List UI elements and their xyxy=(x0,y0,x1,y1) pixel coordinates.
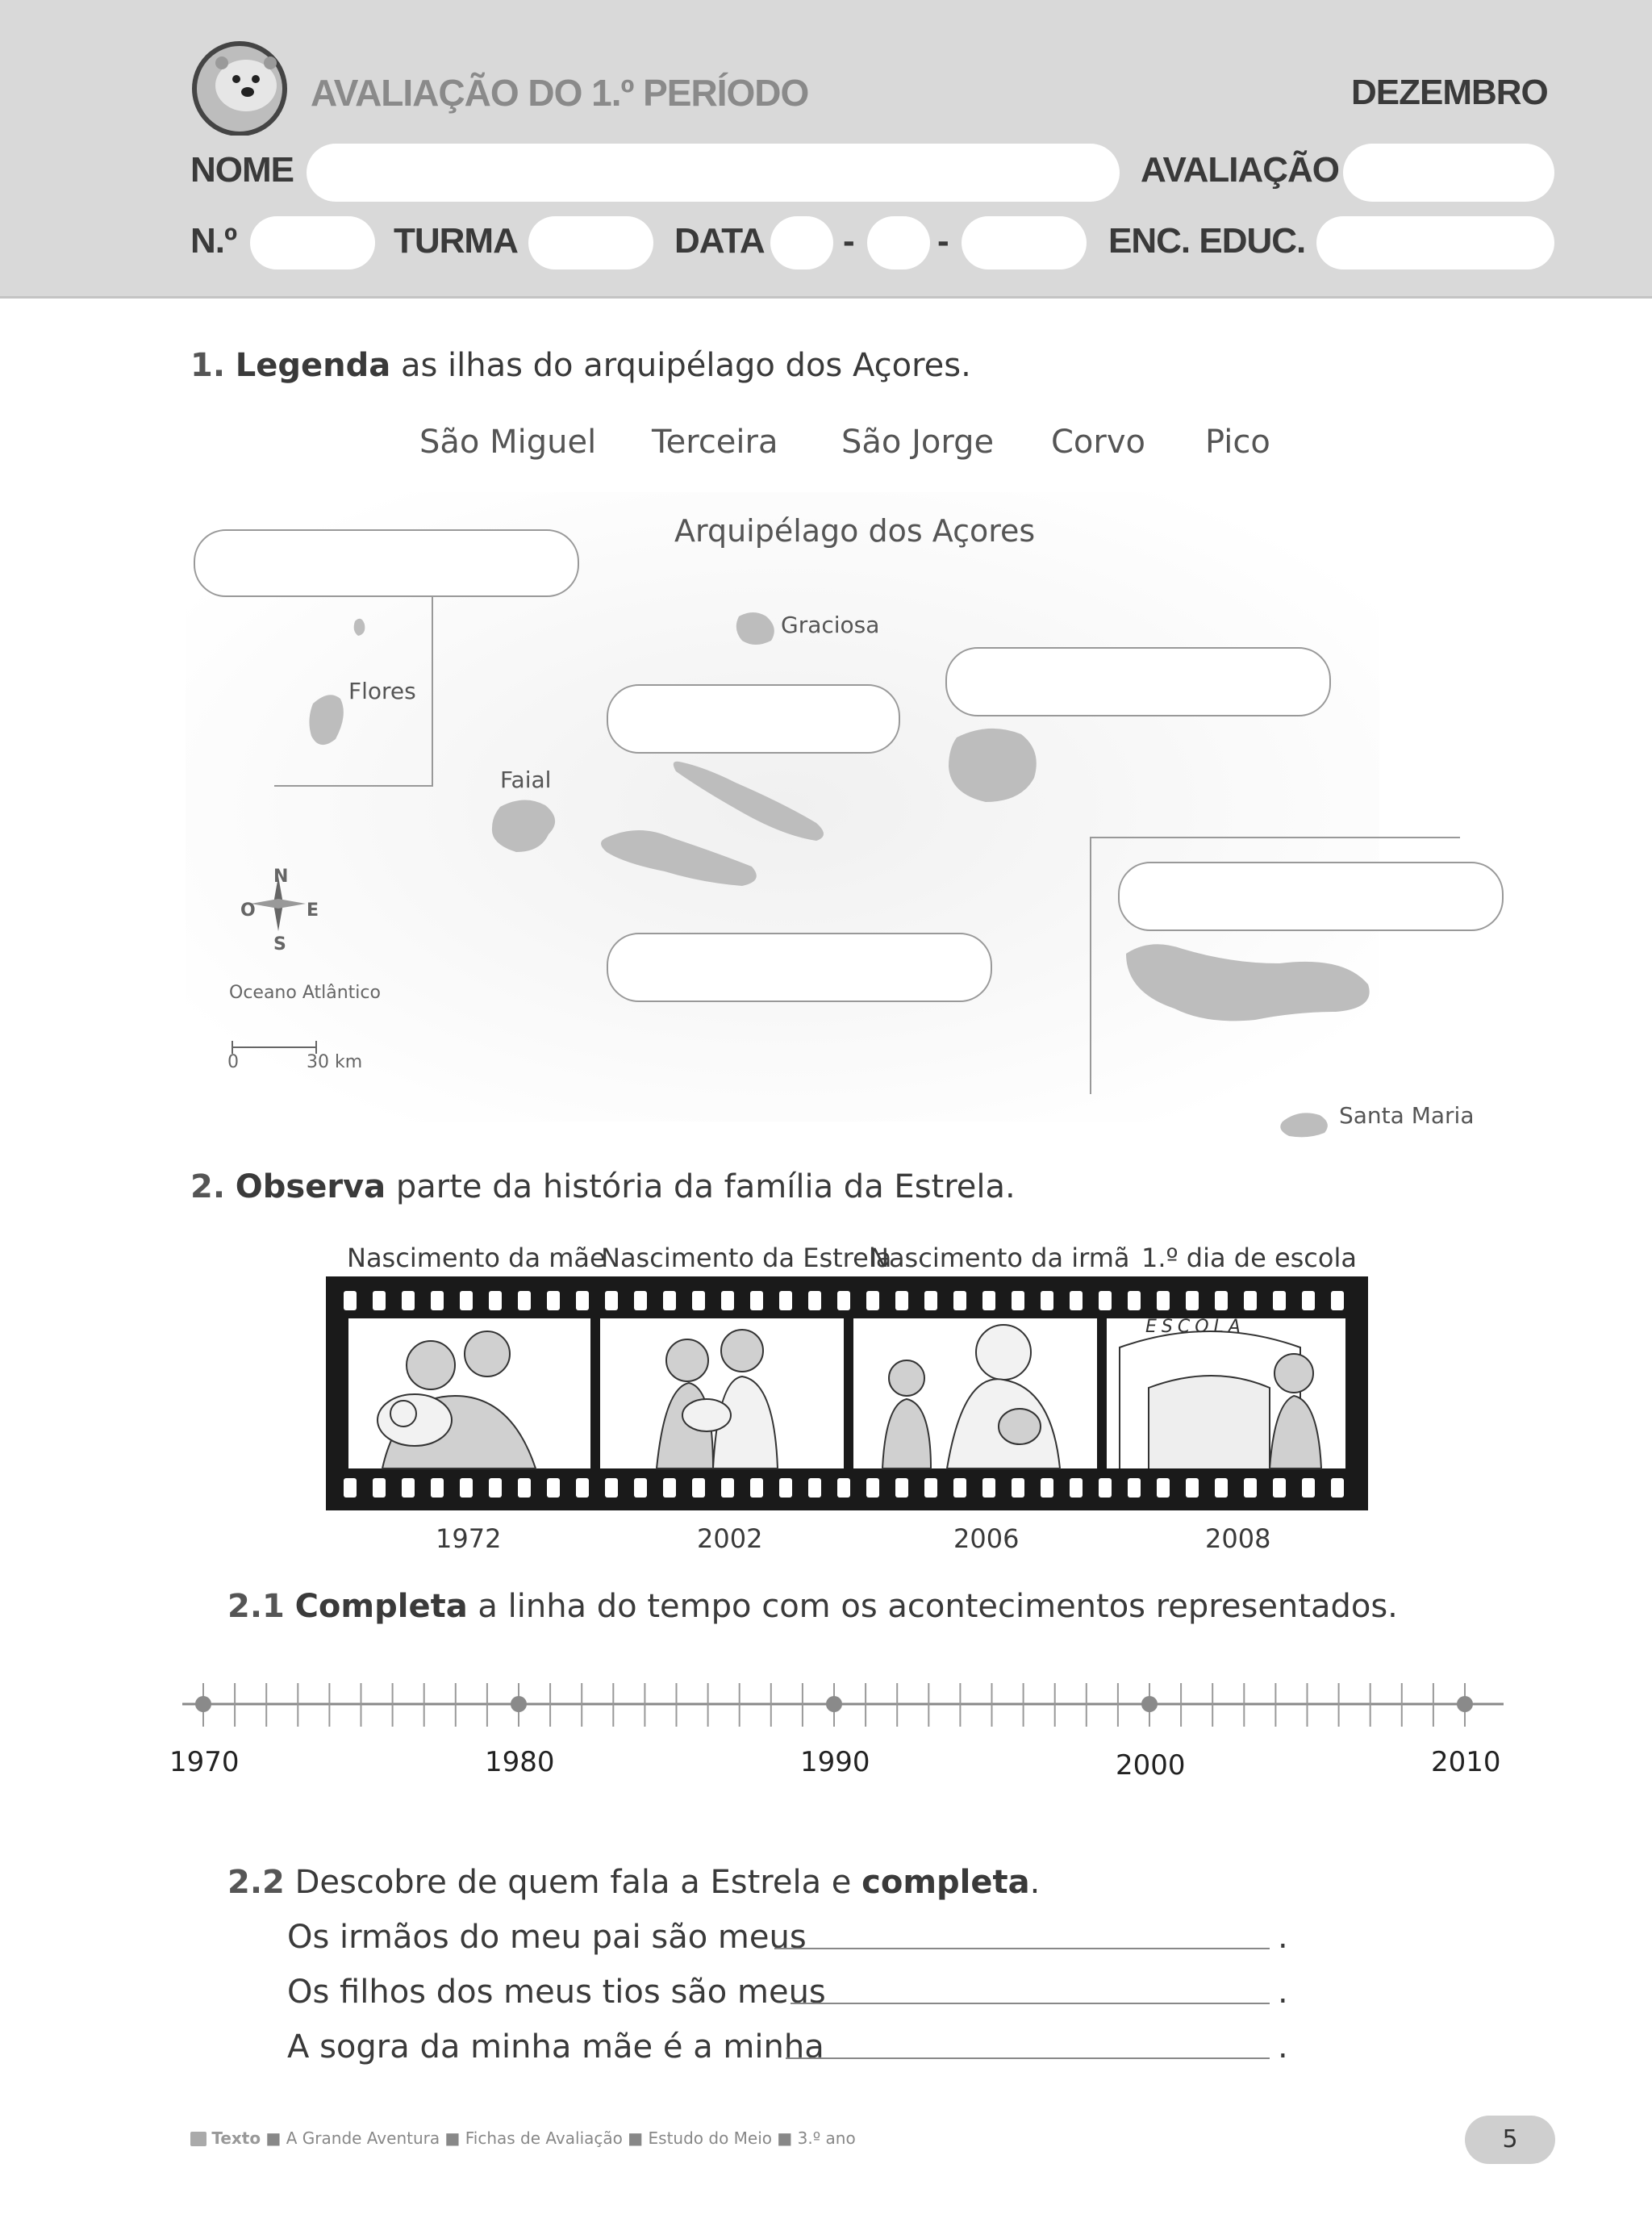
date-dash-1: - xyxy=(843,221,854,261)
timeline-decade-marker xyxy=(1457,1696,1473,1712)
timeline-label-2010: 2010 xyxy=(1431,1746,1501,1778)
data-day-field[interactable] xyxy=(770,216,833,269)
school-sign: ESCOLA xyxy=(1145,1317,1245,1337)
year-1972: 1972 xyxy=(436,1523,502,1554)
nome-label: NOME xyxy=(190,150,294,190)
footer-brand: Texto xyxy=(211,2128,261,2148)
turma-field[interactable] xyxy=(528,216,653,269)
year-2002: 2002 xyxy=(697,1523,763,1554)
footer-credits xyxy=(190,2128,856,2148)
footer-part-1: A Grande Aventura xyxy=(286,2128,440,2148)
label-santa-maria: Santa Maria xyxy=(1339,1102,1475,1129)
fill-line-3-text: A sogra da minha mãe é a minha xyxy=(287,2028,824,2066)
timeline-label-1980: 1980 xyxy=(485,1746,555,1778)
fill-line-3-period: . xyxy=(1278,2028,1288,2066)
fill-line-1-period: . xyxy=(1278,1919,1288,1956)
timeline xyxy=(177,1678,1508,1735)
numero-field[interactable] xyxy=(250,216,375,269)
fill-line-2-text: Os filhos dos meus tios são meus xyxy=(287,1974,826,2011)
date-dash-2: - xyxy=(937,221,949,261)
scale-zero: 0 xyxy=(227,1052,239,1072)
label-oceano-atlantico: Oceano Atlântico xyxy=(229,983,381,1003)
timeline-decade-marker xyxy=(195,1696,211,1712)
turma-label: TURMA xyxy=(394,221,518,261)
island-terceira xyxy=(949,729,1037,802)
timeline-decade-marker xyxy=(511,1696,527,1712)
enc-educ-label: ENC. EDUC. xyxy=(1108,221,1306,261)
question-2: 2. Observa parte da história da família da Estrela. xyxy=(190,1168,1016,1205)
timeline-label-1990: 1990 xyxy=(800,1746,870,1778)
question-2-2: 2.2 Descobre de quem fala a Estrela e completa. xyxy=(227,1864,1041,1901)
label-flores: Flores xyxy=(348,678,416,704)
compass-n: N xyxy=(273,867,289,887)
enc-educ-field[interactable] xyxy=(1316,216,1554,269)
footer-separator-icon: ■ xyxy=(777,2128,793,2148)
map-title: Arquipélago dos Açores xyxy=(674,513,1036,549)
numero-label: N.º xyxy=(190,221,237,261)
footer-separator-icon: ■ xyxy=(444,2128,461,2148)
answer-box-pico[interactable] xyxy=(607,933,992,1002)
caption-irma: Nascimento da irmã xyxy=(870,1243,1130,1273)
footer-separator-icon: ■ xyxy=(628,2128,644,2148)
footer-part-4: 3.º ano xyxy=(797,2128,856,2148)
caption-estrela: Nascimento da Estrela xyxy=(601,1243,892,1273)
fill-line-2-period: . xyxy=(1278,1974,1288,2011)
answer-box-sao-jorge[interactable] xyxy=(607,684,900,754)
question-1: 1. Legenda as ilhas do arquipélago dos Açores. xyxy=(190,347,971,384)
word-corvo: Corvo xyxy=(1051,424,1145,461)
header-month: DEZEMBRO xyxy=(1351,73,1548,112)
avaliacao-field[interactable] xyxy=(1343,144,1554,202)
compass-s: S xyxy=(273,934,286,955)
timeline-decade-marker xyxy=(826,1696,842,1712)
compass-e: E xyxy=(307,900,319,921)
fill-line-1-text: Os irmãos do meu pai são meus xyxy=(287,1919,807,1956)
timeline-label-1970: 1970 xyxy=(169,1746,240,1778)
year-2008: 2008 xyxy=(1205,1523,1271,1554)
nome-field[interactable] xyxy=(307,144,1120,202)
page-number-badge xyxy=(1465,2116,1555,2164)
word-terceira: Terceira xyxy=(652,424,778,461)
footer-part-2: Fichas de Avaliação xyxy=(465,2128,623,2148)
footer-separator-icon: ■ xyxy=(265,2128,282,2148)
label-faial: Faial xyxy=(500,767,552,793)
scale-km: 30 km xyxy=(307,1052,363,1072)
data-label: DATA xyxy=(674,221,765,261)
answer-box-sao-miguel[interactable] xyxy=(1118,862,1504,931)
answer-line-1[interactable] xyxy=(774,1948,1270,1949)
question-2-1: 2.1 Completa a linha do tempo com os acontecimentos representados. xyxy=(227,1588,1398,1625)
avaliacao-label: AVALIAÇÃO xyxy=(1141,150,1340,190)
caption-escola: 1.º dia de escola xyxy=(1141,1243,1357,1273)
word-pico: Pico xyxy=(1205,424,1270,461)
footer-part-3: Estudo do Meio xyxy=(648,2128,773,2148)
compass-o: O xyxy=(240,900,256,921)
answer-line-3[interactable] xyxy=(786,2057,1270,2059)
answer-line-2[interactable] xyxy=(791,2003,1270,2004)
label-graciosa: Graciosa xyxy=(781,612,880,638)
caption-mae: Nascimento da mãe xyxy=(347,1243,606,1273)
otter-logo xyxy=(190,39,302,136)
answer-box-corvo[interactable] xyxy=(194,529,579,597)
page-number: 5 xyxy=(1502,2125,1518,2153)
timeline-decade-marker xyxy=(1141,1696,1158,1712)
word-sao-miguel: São Miguel xyxy=(419,424,597,461)
texto-logo-icon xyxy=(190,2132,206,2146)
data-month-field[interactable] xyxy=(867,216,930,269)
timeline-label-2000: 2000 xyxy=(1116,1749,1186,1782)
header-title: AVALIAÇÃO DO 1.º PERÍODO xyxy=(311,72,809,114)
word-sao-jorge: São Jorge xyxy=(841,424,995,461)
film-strip xyxy=(326,1276,1368,1510)
year-2006: 2006 xyxy=(953,1523,1020,1554)
answer-box-terceira[interactable] xyxy=(945,647,1331,716)
data-year-field[interactable] xyxy=(962,216,1087,269)
